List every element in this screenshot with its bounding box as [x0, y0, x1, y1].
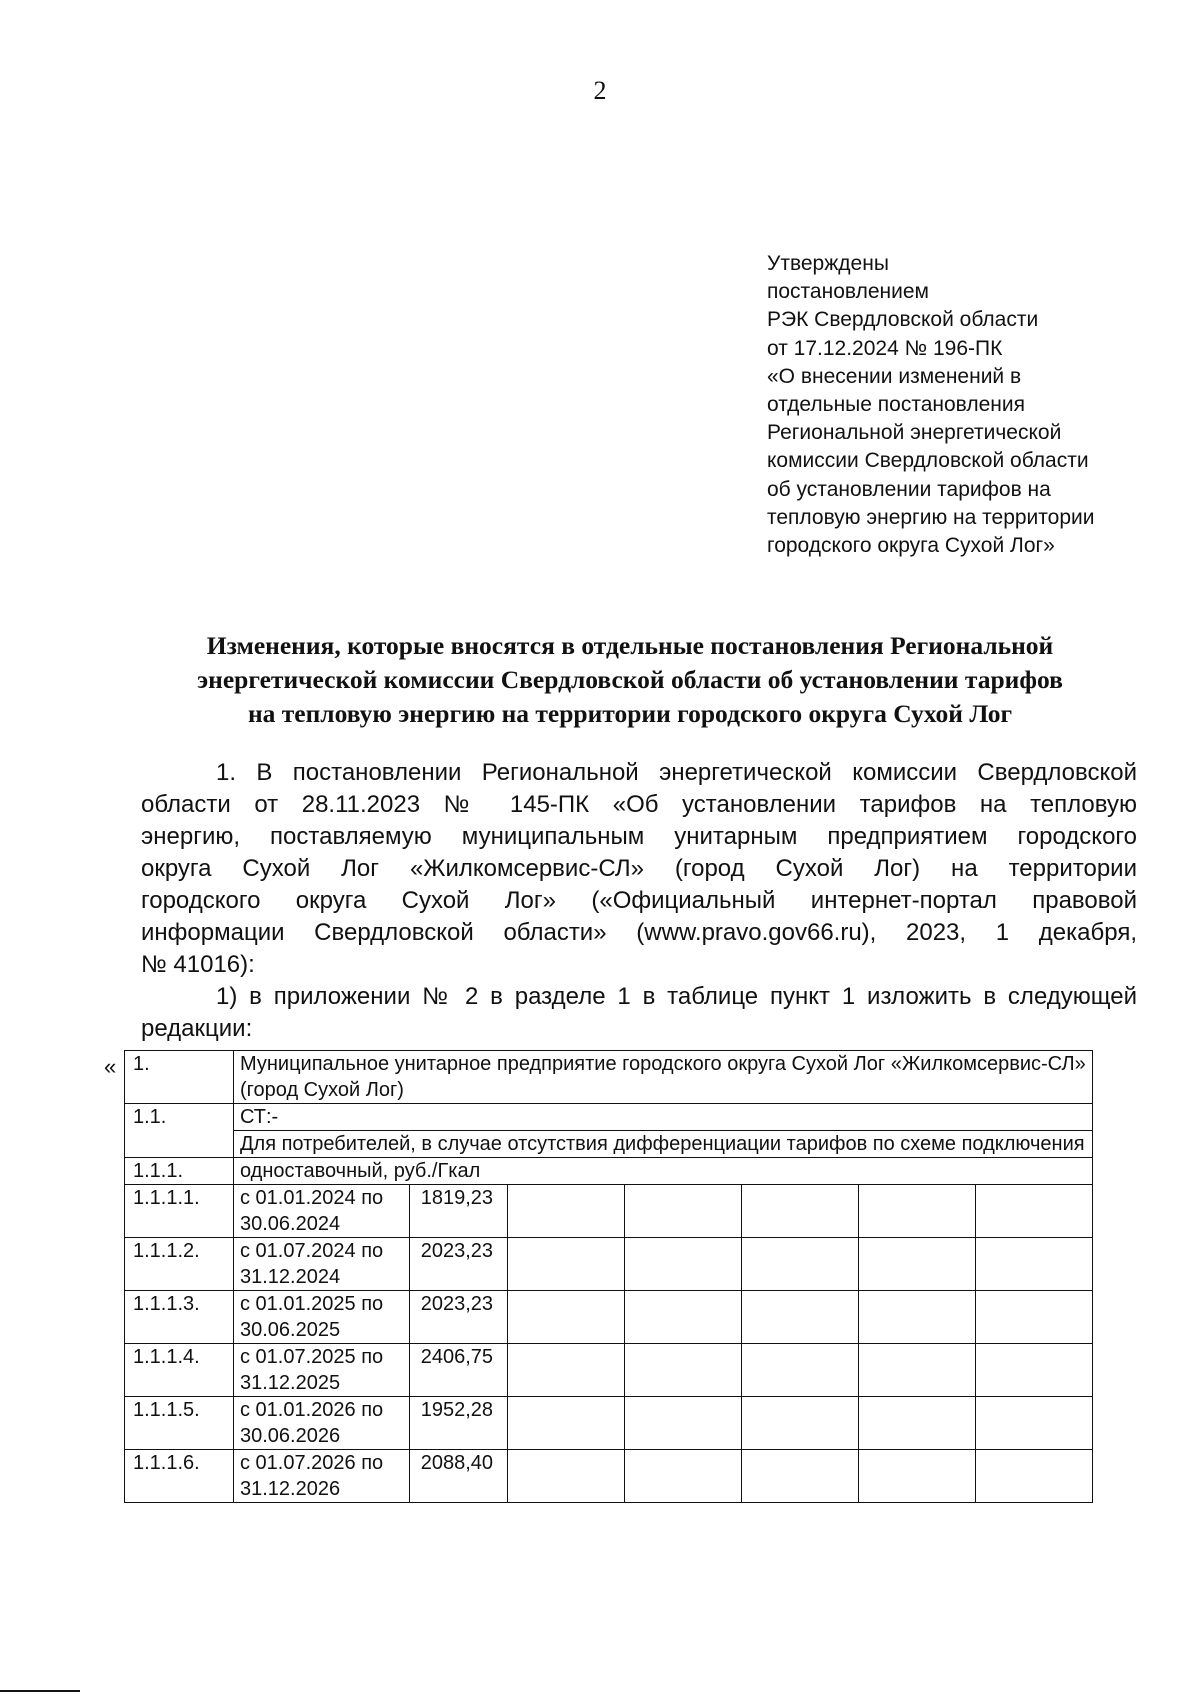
empty-cell: [625, 1344, 742, 1397]
empty-cell: [859, 1450, 976, 1503]
approval-line: Утверждены: [767, 252, 889, 275]
empty-cell: [508, 1291, 625, 1344]
period-cell: с 01.07.2024 по 31.12.2024: [234, 1238, 410, 1291]
empty-cell: [859, 1397, 976, 1450]
approval-line: Региональной энергетической: [767, 421, 1062, 445]
empty-cell: [976, 1291, 1093, 1344]
title-line: Изменения, которые вносятся в отдельные постановления Региональной: [206, 631, 1054, 660]
empty-cell: [976, 1344, 1093, 1397]
approval-line: РЭК Свердловской области: [767, 308, 1039, 332]
empty-cell: [625, 1185, 742, 1238]
value-cell: 2406,75: [410, 1344, 508, 1397]
table-row: [125, 1104, 1093, 1131]
empty-cell: [976, 1238, 1093, 1291]
paragraph-1-line: округа Сухой Лог «Жилкомсервис-СЛ» (город Сухой Лог) на территории: [141, 855, 1137, 882]
empty-cell: [508, 1397, 625, 1450]
body-text: [141, 757, 1137, 1045]
empty-cell: [508, 1450, 625, 1503]
row-number: 1.1.1.5.: [125, 1397, 234, 1450]
row-number: 1.1.: [125, 1104, 234, 1158]
value-cell: 2023,23: [410, 1291, 508, 1344]
empty-cell: [859, 1291, 976, 1344]
table-row: [125, 1291, 1093, 1344]
empty-cell: [742, 1450, 859, 1503]
empty-cell: [625, 1238, 742, 1291]
org-name-cell: Муниципальное унитарное предприятие городского округа Сухой Лог «Жилкомсервис-СЛ» (город Сухой Лог): [234, 1051, 1093, 1104]
period-cell: с 01.01.2025 по 30.06.2025: [234, 1291, 410, 1344]
empty-cell: [508, 1185, 625, 1238]
empty-cell: [976, 1397, 1093, 1450]
value-cell: 2088,40: [410, 1450, 508, 1503]
paragraph-1-line: № 41016):: [141, 951, 255, 978]
value-cell: 1819,23: [410, 1185, 508, 1238]
empty-cell: [742, 1397, 859, 1450]
approval-line: отдельные постановления: [767, 393, 1025, 417]
empty-cell: [742, 1344, 859, 1397]
period-cell: с 01.07.2025 по 31.12.2025: [234, 1344, 410, 1397]
row-number: 1.: [125, 1051, 234, 1104]
approval-line: постановлением: [767, 280, 929, 304]
table-row: [125, 1131, 1093, 1158]
paragraph-2-line: редакции:: [141, 1015, 253, 1042]
empty-cell: [625, 1450, 742, 1503]
empty-cell: [976, 1450, 1093, 1503]
consumers-cell: Для потребителей, в случае отсутствия дифференциации тарифов по схеме подключения: [234, 1131, 1093, 1158]
period-cell: с 01.07.2026 по 31.12.2026: [234, 1450, 410, 1503]
empty-cell: [625, 1397, 742, 1450]
approval-line: «О внесении изменений в: [767, 364, 1022, 388]
empty-cell: [976, 1185, 1093, 1238]
table-row: [125, 1397, 1093, 1450]
approval-line: комиссии Свердловской области: [767, 449, 1089, 473]
value-cell: 2023,23: [410, 1238, 508, 1291]
paragraph-2-line: 1) в приложении № 2 в разделе 1 в таблице пункт 1 изложить в следующей: [216, 983, 1137, 1010]
empty-cell: [859, 1185, 976, 1238]
title-line: на тепловую энергию на территории городского округа Сухой Лог: [247, 699, 1013, 728]
table-row: [125, 1344, 1093, 1397]
paragraph-1-line: 1. В постановлении Региональной энергетической комиссии Свердловской: [216, 759, 1137, 786]
title-line: энергетической комиссии Свердловской области об установлении тарифов: [197, 665, 1063, 694]
row-number: 1.1.1.1.: [125, 1185, 234, 1238]
row-number: 1.1.1.: [125, 1158, 234, 1185]
row-number: 1.1.1.6.: [125, 1450, 234, 1503]
system-cell: СТ:-: [234, 1104, 1093, 1131]
paragraph-1-line: городского округа Сухой Лог» («Официальный интернет-портал правовой: [141, 887, 1137, 914]
row-number: 1.1.1.2.: [125, 1238, 234, 1291]
approval-block: [767, 250, 1167, 560]
approval-line: об установлении тарифов на: [767, 477, 1051, 501]
paragraph-1-line: области от 28.11.2023 № 145-ПК «Об установлении тарифов на тепловую: [141, 791, 1137, 818]
empty-cell: [742, 1238, 859, 1291]
table-row: [125, 1158, 1093, 1185]
period-cell: с 01.01.2026 по 30.06.2026: [234, 1397, 410, 1450]
table-row: [125, 1051, 1093, 1104]
empty-cell: [625, 1291, 742, 1344]
empty-cell: [742, 1185, 859, 1238]
empty-cell: [859, 1344, 976, 1397]
tariff-table: [124, 1050, 1093, 1503]
empty-cell: [859, 1238, 976, 1291]
tariff-type-cell: одноставочный, руб./Гкал: [234, 1158, 1093, 1185]
empty-cell: [508, 1238, 625, 1291]
page-number: 2: [593, 76, 607, 105]
row-number: 1.1.1.4.: [125, 1344, 234, 1397]
document-title: [130, 629, 1130, 731]
footer-rule: [0, 1690, 80, 1692]
period-cell: с 01.01.2024 по 30.06.2024: [234, 1185, 410, 1238]
empty-cell: [508, 1344, 625, 1397]
paragraph-1-line: энергию, поставляемую муниципальным унитарным предприятием городского: [141, 823, 1137, 850]
approval-line: городского округа Сухой Лог»: [767, 534, 1055, 558]
approval-line: от 17.12.2024 № 196-ПК: [767, 336, 1003, 360]
table-row: [125, 1450, 1093, 1503]
approval-line: тепловую энергию на территории: [767, 505, 1095, 529]
value-cell: 1952,28: [410, 1397, 508, 1450]
table-row: [125, 1238, 1093, 1291]
opening-quote: «: [104, 1054, 117, 1079]
table-row: [125, 1185, 1093, 1238]
row-number: 1.1.1.3.: [125, 1291, 234, 1344]
empty-cell: [742, 1291, 859, 1344]
paragraph-1-line: информации Свердловской области» (www.pravo.gov66.ru), 2023, 1 декабря,: [141, 919, 1137, 946]
